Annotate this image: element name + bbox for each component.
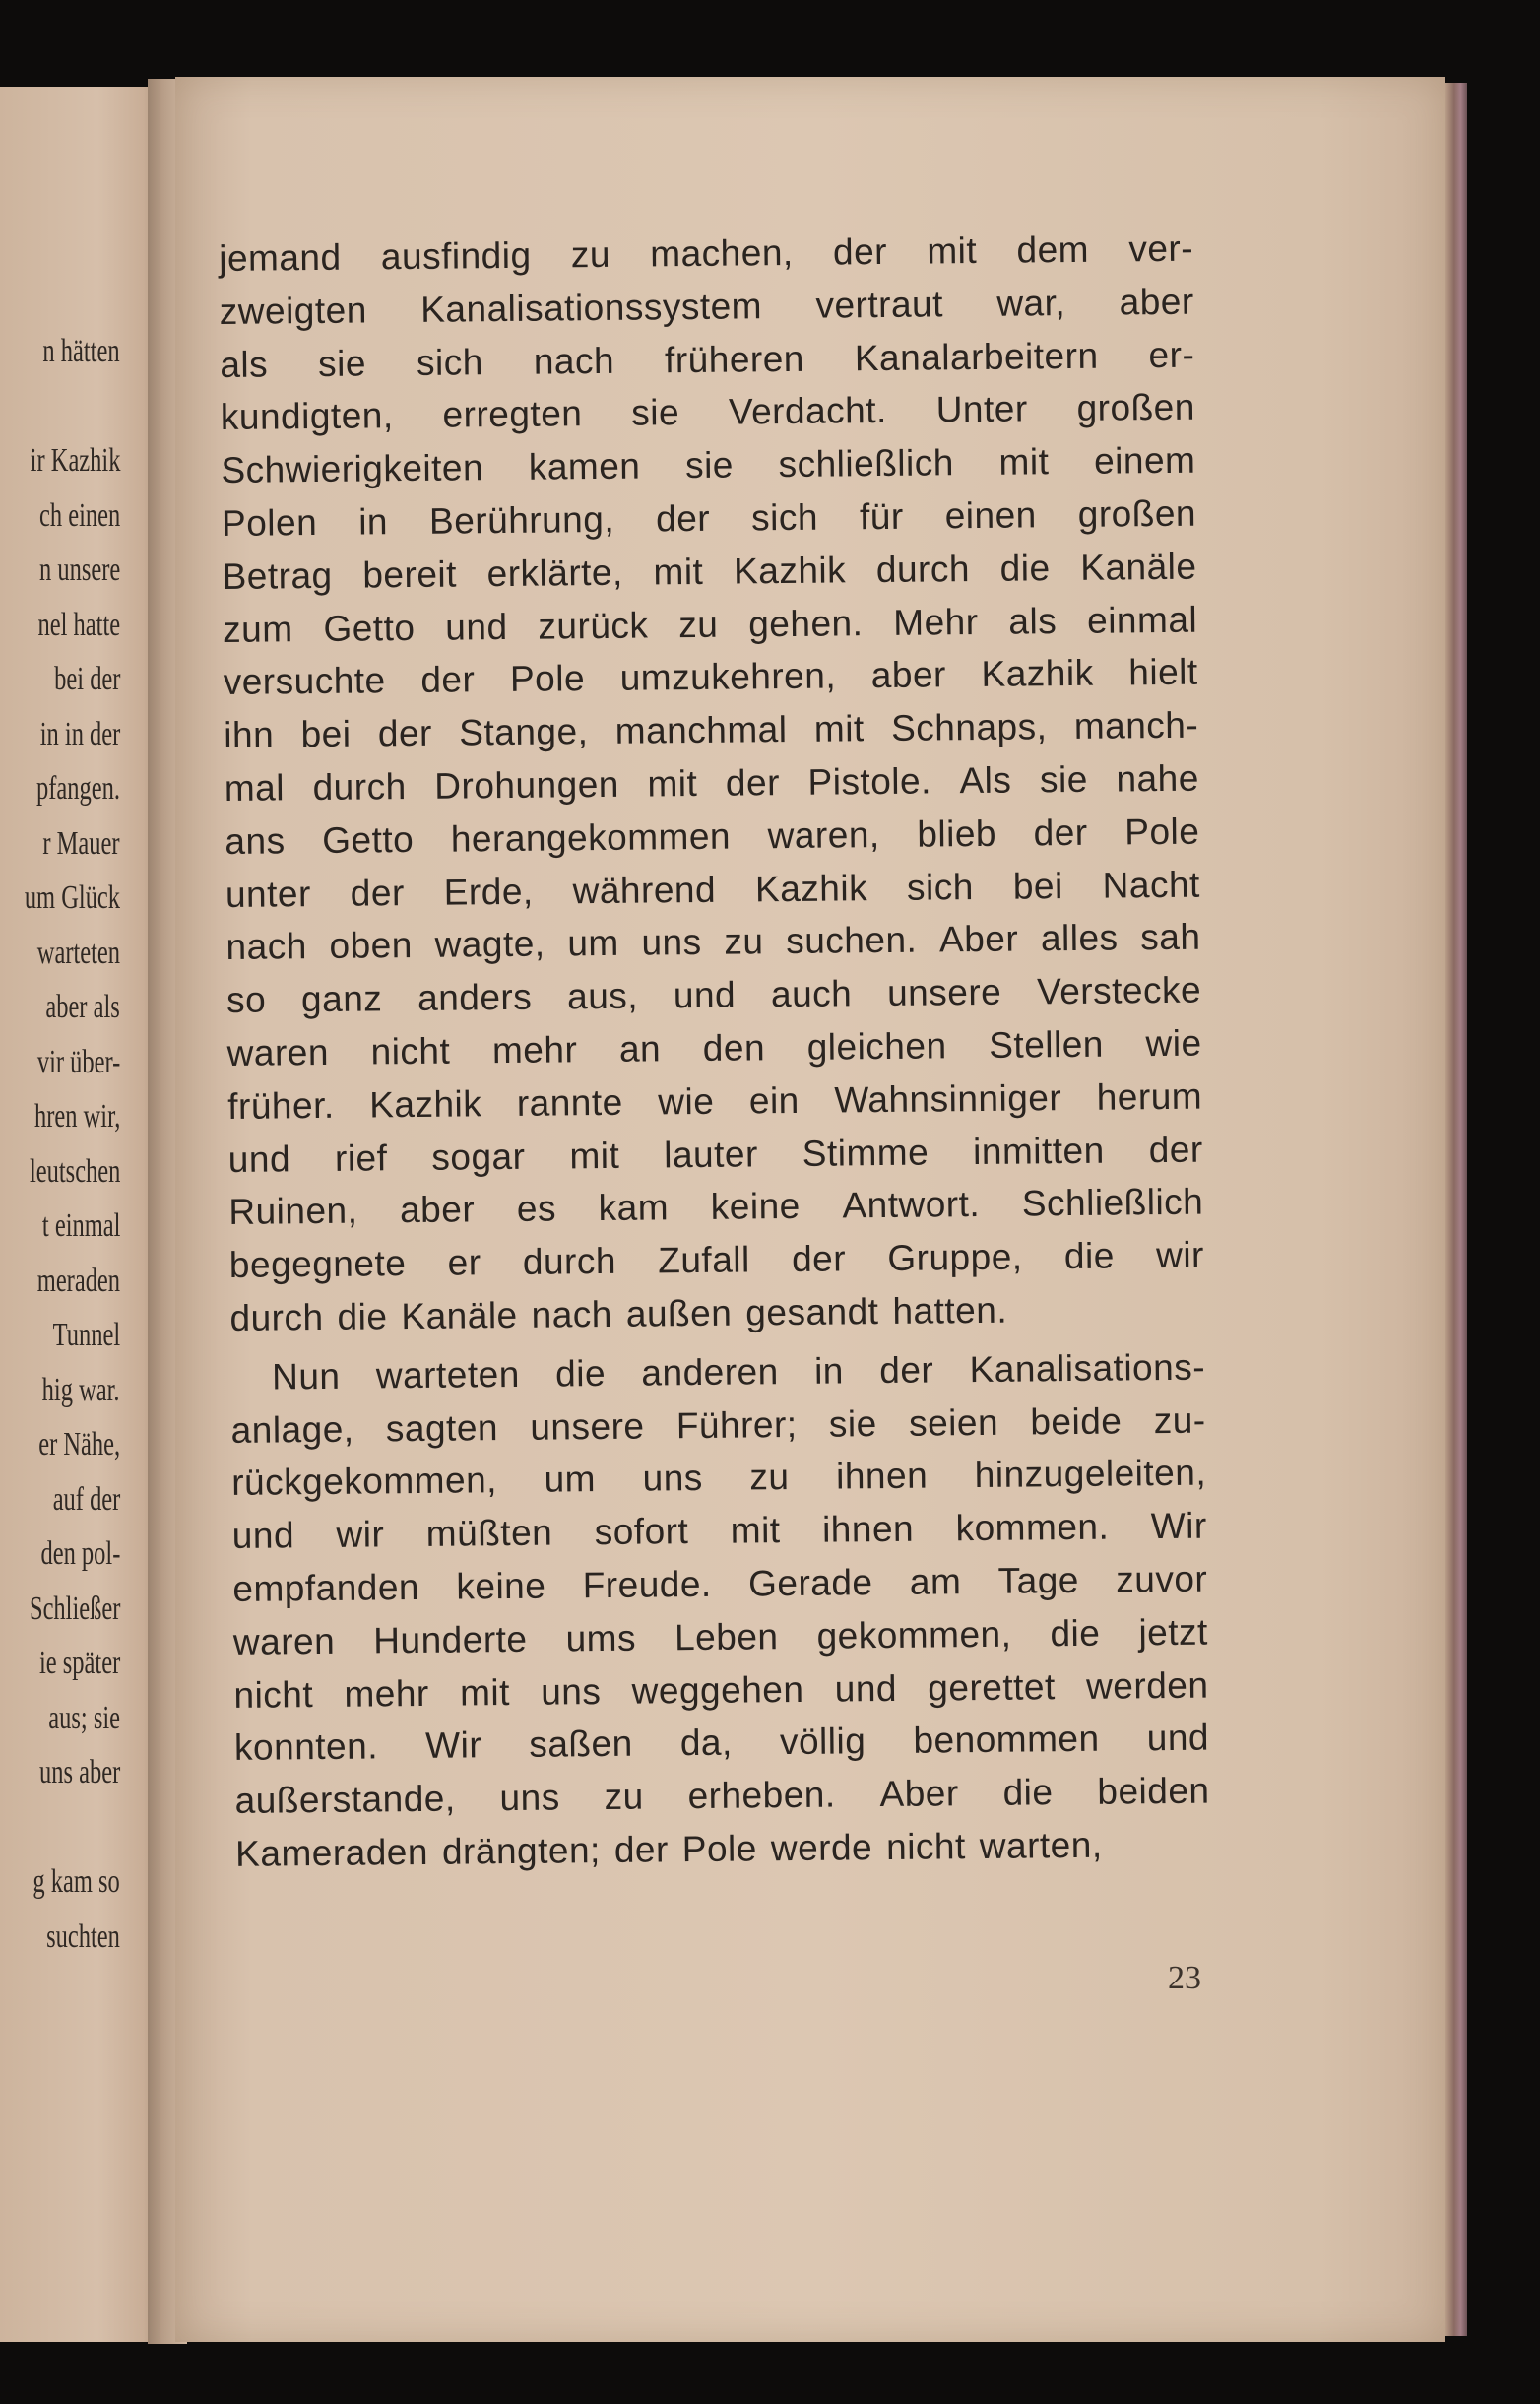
- word: Hunderte: [373, 1618, 528, 1661]
- word: rief: [334, 1137, 388, 1179]
- word: der: [420, 659, 476, 701]
- word: sie: [1039, 758, 1089, 801]
- word: empfanden: [232, 1566, 420, 1609]
- word: nicht: [370, 1030, 451, 1072]
- word: müßten: [425, 1512, 553, 1555]
- word: beide: [1030, 1400, 1123, 1443]
- left-page-line: uns aber: [38, 1754, 120, 1790]
- word: einmal: [1086, 599, 1198, 641]
- word: ausfindig: [380, 234, 532, 278]
- word: und: [231, 1515, 295, 1557]
- left-page: [0, 87, 162, 2342]
- word: drängten;: [441, 1830, 602, 1872]
- word: während: [572, 869, 717, 911]
- word: die: [999, 547, 1051, 589]
- word: einen: [944, 494, 1037, 537]
- word: aus,: [566, 975, 639, 1017]
- word: rannte: [516, 1081, 623, 1124]
- word: mit: [927, 229, 978, 272]
- word: werde: [770, 1827, 873, 1869]
- word: Kazhik: [368, 1083, 482, 1126]
- word: ganz: [300, 978, 383, 1020]
- word: zurück: [538, 605, 649, 647]
- word: Mehr: [893, 601, 979, 643]
- word: völlig: [779, 1721, 866, 1763]
- word: nach: [225, 926, 307, 968]
- word: aber: [870, 654, 947, 696]
- left-page-line: leutschen: [29, 1152, 120, 1190]
- word: uns: [499, 1777, 560, 1819]
- left-page-line: ie später: [38, 1645, 120, 1681]
- word: der: [1148, 1129, 1203, 1170]
- left-page-line: n hätten: [42, 333, 120, 369]
- left-page-line: ch einen: [38, 496, 120, 534]
- word: durch: [875, 548, 971, 590]
- word: ihnen: [821, 1508, 915, 1550]
- word: unter: [225, 873, 312, 915]
- word: beiden: [1097, 1770, 1210, 1812]
- word: erklärte,: [486, 552, 623, 594]
- word: Drohungen: [434, 763, 620, 807]
- word: aber: [399, 1189, 476, 1231]
- word: großen: [1076, 387, 1196, 429]
- word: gehen.: [747, 602, 864, 644]
- word: zu-: [1153, 1399, 1206, 1441]
- word: da,: [679, 1722, 734, 1764]
- word: Pistole.: [807, 760, 932, 803]
- word: die: [1050, 1612, 1101, 1655]
- word: uns: [641, 922, 702, 963]
- word: bei: [300, 713, 352, 755]
- word: nahe: [1116, 757, 1199, 800]
- word: die: [337, 1296, 388, 1337]
- word: inmitten: [972, 1130, 1105, 1172]
- left-page-line: in in der: [39, 715, 120, 752]
- word: Kanalarbeitern: [854, 335, 1099, 378]
- word: die: [1063, 1235, 1115, 1277]
- word: Stange,: [459, 711, 589, 753]
- word: der: [832, 230, 888, 273]
- word: jemand: [219, 236, 342, 279]
- word: auch: [770, 973, 853, 1015]
- word: Berührung,: [428, 498, 615, 542]
- word: Freude.: [582, 1563, 712, 1606]
- word: Schnaps,: [890, 706, 1048, 749]
- word: anlage,: [230, 1408, 354, 1451]
- word: Zufall: [658, 1239, 750, 1281]
- word: durch: [312, 766, 407, 809]
- word: warten,: [979, 1824, 1103, 1866]
- word: mehr: [344, 1672, 429, 1715]
- left-page-line: t einmal: [41, 1207, 120, 1244]
- word: Wahnsinniger: [834, 1076, 1062, 1121]
- page-number: 23: [1168, 1960, 1201, 1996]
- word: machen,: [650, 231, 794, 275]
- word: mehr: [491, 1029, 578, 1072]
- left-page-line: Tunnel: [52, 1317, 120, 1353]
- word: sie: [828, 1402, 877, 1445]
- word: blieb: [917, 812, 997, 855]
- word: Tage: [997, 1559, 1080, 1601]
- word: außen: [625, 1292, 733, 1334]
- left-page-line: meraden: [36, 1262, 120, 1299]
- left-page-line: pfangen.: [36, 770, 120, 807]
- word: Gruppe,: [887, 1236, 1023, 1279]
- word: den: [702, 1027, 766, 1069]
- left-page-line: vir über-: [36, 1043, 120, 1080]
- word: sagten: [385, 1406, 499, 1449]
- word: oben: [329, 925, 414, 967]
- left-page-line: aus; sie: [48, 1699, 120, 1736]
- word: keine: [456, 1565, 546, 1607]
- word: und: [1146, 1717, 1210, 1759]
- word: nicht: [233, 1673, 314, 1716]
- word: Nun: [271, 1355, 341, 1397]
- word: gleichen: [806, 1025, 947, 1068]
- word: Pole: [681, 1828, 758, 1870]
- word: gesandt: [745, 1291, 879, 1333]
- word: bereit: [362, 553, 458, 596]
- word: Kanäle: [1080, 546, 1197, 588]
- word: hielt: [1128, 651, 1198, 693]
- word: mit: [653, 551, 704, 593]
- word: Erde,: [443, 871, 534, 913]
- word: mal: [224, 767, 286, 809]
- word: und: [673, 974, 737, 1016]
- word: umzukehren,: [619, 655, 837, 699]
- word: Kameraden: [234, 1831, 429, 1874]
- word: zu: [570, 233, 611, 276]
- left-page-line: Schließer: [29, 1590, 120, 1627]
- word: konnten.: [233, 1725, 379, 1769]
- word: Kanäle: [401, 1294, 518, 1337]
- word: saßen: [529, 1723, 633, 1766]
- word: durch: [522, 1241, 617, 1283]
- word: ums: [565, 1617, 637, 1659]
- word: suchen.: [785, 920, 918, 962]
- word: benommen: [913, 1719, 1100, 1762]
- word: erheben.: [687, 1774, 836, 1817]
- word: mit: [813, 708, 865, 749]
- word: Kazhik: [981, 653, 1094, 695]
- word: einem: [1093, 439, 1196, 482]
- word: waren,: [767, 813, 880, 856]
- left-page-line: hren wir,: [33, 1098, 120, 1135]
- left-page-line: r Mauer: [42, 824, 120, 862]
- word: Führer;: [675, 1403, 798, 1446]
- word: am: [909, 1561, 962, 1602]
- word: Unter: [935, 388, 1028, 430]
- word: lauter: [664, 1133, 759, 1175]
- word: zu: [604, 1776, 644, 1818]
- word: nach: [533, 340, 615, 382]
- word: warteten: [375, 1353, 520, 1397]
- word: ver-: [1128, 227, 1194, 270]
- word: erregten: [442, 393, 583, 436]
- word: um: [544, 1459, 597, 1500]
- word: die: [554, 1352, 607, 1395]
- word: Antwort.: [842, 1184, 981, 1226]
- word: sich: [906, 866, 975, 908]
- word: sofort: [594, 1511, 689, 1553]
- text-line: [229, 1288, 1205, 1351]
- word: sogar: [431, 1136, 526, 1178]
- word: mit: [459, 1671, 511, 1714]
- word: Getto: [323, 607, 416, 649]
- word: Pole: [1124, 811, 1200, 853]
- left-page-line: auf der: [52, 1480, 120, 1518]
- word: herum: [1096, 1075, 1203, 1118]
- word: zu: [724, 921, 764, 963]
- word: wagte,: [434, 923, 545, 966]
- word: hinzugeleiten,: [974, 1452, 1207, 1496]
- left-page-line: n unsere: [38, 552, 120, 588]
- word: kundigten,: [220, 395, 394, 438]
- word: wie: [1145, 1022, 1202, 1065]
- word: er-: [1148, 334, 1195, 375]
- left-page-line: ir Kazhik: [30, 442, 120, 479]
- word: keine: [710, 1186, 801, 1228]
- word: vertraut: [815, 284, 944, 326]
- word: kamen: [528, 445, 641, 487]
- left-page-line: bei der: [53, 661, 120, 697]
- text-line: [235, 1824, 1211, 1887]
- word: herangekommen: [450, 815, 732, 860]
- word: zu: [749, 1457, 790, 1498]
- word: der: [879, 1349, 934, 1391]
- word: unsere: [886, 971, 1002, 1014]
- word: Polen: [221, 501, 318, 544]
- word: ihnen: [835, 1455, 929, 1497]
- word: Verdacht.: [728, 390, 888, 432]
- word: Schließlich: [1021, 1181, 1204, 1224]
- word: Ruinen,: [228, 1190, 358, 1233]
- left-page-line: er Nähe,: [38, 1426, 120, 1462]
- word: in: [813, 1350, 845, 1392]
- word: der: [377, 712, 433, 754]
- word: sie: [684, 444, 735, 487]
- word: anders: [417, 976, 533, 1019]
- word: Verstecke: [1036, 969, 1202, 1012]
- page-edge: [1445, 83, 1467, 2336]
- word: wie: [658, 1080, 715, 1123]
- word: es: [516, 1188, 557, 1230]
- word: in: [357, 501, 389, 543]
- word: Stimme: [802, 1132, 930, 1174]
- word: so: [225, 979, 267, 1021]
- word: zu: [678, 604, 719, 645]
- word: wir: [336, 1514, 385, 1556]
- word: Leben: [674, 1615, 779, 1658]
- word: waren: [232, 1620, 336, 1662]
- word: Kanalisations-: [969, 1346, 1206, 1390]
- left-page-line: den pol-: [40, 1535, 120, 1572]
- word: an: [618, 1028, 662, 1070]
- left-page-line: nel hatte: [37, 606, 120, 643]
- word: manchmal: [614, 709, 788, 751]
- word: und: [227, 1137, 291, 1180]
- word: zweigten: [219, 290, 368, 332]
- word: werden: [1085, 1664, 1209, 1707]
- left-page-line: suchten: [46, 1917, 120, 1955]
- left-page-line: g kam so: [32, 1863, 120, 1900]
- word: Gerade: [747, 1562, 873, 1604]
- word: die: [1002, 1772, 1054, 1813]
- word: mit: [730, 1510, 781, 1551]
- word: alles: [1040, 917, 1119, 959]
- word: Wir: [1150, 1505, 1207, 1547]
- word: er: [447, 1242, 481, 1283]
- word: Stellen: [989, 1023, 1105, 1066]
- word: der: [1033, 812, 1088, 854]
- word: als: [1008, 600, 1058, 642]
- word: Wir: [424, 1724, 482, 1767]
- word: Kanalisationssystem: [420, 286, 763, 330]
- word: hatten.: [892, 1289, 1008, 1332]
- word: der: [791, 1238, 847, 1280]
- word: gekommen,: [816, 1613, 1012, 1657]
- word: war,: [996, 282, 1066, 324]
- word: seien: [908, 1401, 999, 1444]
- word: Aber: [879, 1773, 959, 1815]
- word: Nacht: [1102, 864, 1201, 906]
- word: Kazhik: [754, 867, 868, 909]
- word: versuchte: [223, 660, 386, 703]
- word: sich: [416, 341, 484, 383]
- word: sie: [631, 392, 680, 434]
- word: mit: [569, 1135, 620, 1176]
- word: dem: [1016, 228, 1090, 271]
- word: außerstande,: [234, 1778, 456, 1822]
- word: Als: [959, 759, 1012, 802]
- word: durch: [229, 1296, 324, 1338]
- word: begegnete: [228, 1243, 407, 1286]
- word: nicht: [885, 1826, 966, 1867]
- word: sah: [1140, 916, 1201, 958]
- word: jetzt: [1138, 1611, 1209, 1654]
- word: Betrag: [222, 554, 333, 597]
- word: sie: [317, 343, 367, 384]
- word: Aber: [938, 918, 1019, 960]
- word: kommen.: [955, 1506, 1110, 1549]
- word: der: [725, 762, 781, 804]
- left-page-line: aber als: [45, 989, 120, 1025]
- word: sich: [750, 496, 819, 539]
- word: gerettet: [928, 1665, 1056, 1709]
- word: mit: [998, 441, 1050, 483]
- word: Pole: [509, 658, 586, 700]
- word: anderen: [641, 1350, 779, 1394]
- word: der: [613, 1829, 670, 1870]
- word: kam: [598, 1187, 670, 1229]
- word: rückgekommen,: [231, 1460, 498, 1504]
- word: waren: [226, 1031, 330, 1073]
- word: ein: [748, 1079, 800, 1122]
- word: als: [220, 344, 269, 385]
- word: der: [655, 497, 711, 540]
- word: wir: [1155, 1234, 1205, 1276]
- word: ihn: [224, 714, 275, 756]
- word: aber: [1119, 281, 1194, 323]
- word: Schwierigkeiten: [221, 447, 484, 491]
- word: und: [834, 1667, 898, 1710]
- word: für: [859, 495, 904, 538]
- word: um: [567, 923, 619, 964]
- word: zuvor: [1116, 1558, 1208, 1600]
- word: und: [445, 606, 508, 648]
- left-page-line: warteten: [36, 934, 120, 971]
- word: Getto: [321, 818, 415, 861]
- word: früher.: [227, 1084, 335, 1127]
- word: großen: [1077, 492, 1197, 535]
- word: früheren: [664, 338, 805, 380]
- word: der: [350, 872, 405, 914]
- left-page-line: hig war.: [42, 1371, 120, 1408]
- word: bei: [1012, 865, 1063, 907]
- word: uns: [540, 1670, 602, 1713]
- word: Kazhik: [733, 550, 847, 592]
- word: unsere: [530, 1405, 645, 1448]
- word: uns: [642, 1458, 703, 1499]
- word: weggehen: [631, 1668, 804, 1712]
- word: ans: [225, 820, 286, 862]
- word: mit: [647, 762, 698, 805]
- word: manch-: [1073, 704, 1199, 747]
- left-page-line: um Glück: [24, 879, 120, 916]
- word: zum: [222, 608, 293, 650]
- word: schließlich: [778, 442, 955, 486]
- word: nach: [531, 1293, 613, 1335]
